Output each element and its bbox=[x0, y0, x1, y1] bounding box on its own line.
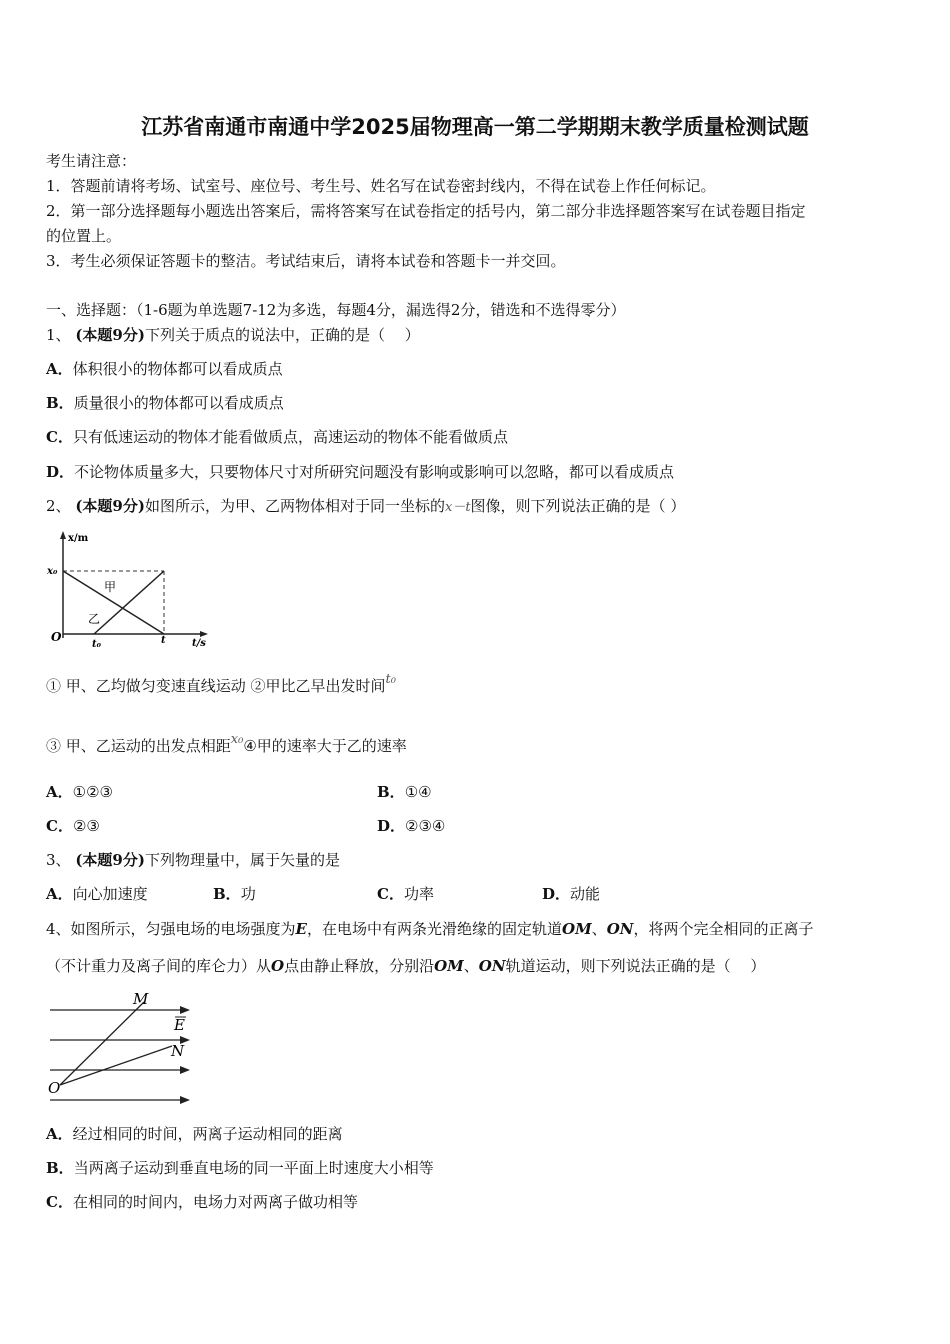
question-2-stem bbox=[46, 496, 685, 518]
option-label: C． bbox=[377, 885, 404, 903]
q1-option-a bbox=[46, 359, 283, 379]
x0-symbol: x₀ bbox=[230, 732, 244, 747]
option-label: A． bbox=[46, 885, 73, 903]
x-t-formula: x－t bbox=[444, 500, 471, 515]
question-number: 2、 bbox=[46, 497, 71, 515]
track-ON bbox=[60, 1046, 172, 1085]
option-label: A． bbox=[46, 360, 73, 378]
q1-option-b bbox=[46, 393, 284, 413]
notice-item-2: 2．第一部分选择题每小题选出答案后，需将答案写在试卷指定的括号内，第二部分非选择题答案写在试卷题目指定 bbox=[46, 202, 806, 220]
separator: 、 bbox=[463, 957, 479, 975]
question-text: 轨道运动，则下列说法正确的是（ ） bbox=[505, 957, 766, 975]
option-text: 质量很小的物体都可以看成质点 bbox=[73, 394, 284, 412]
question-text: ，将两个完全相同的正离子 bbox=[633, 920, 814, 938]
question-text: 下列关于质点的说法中，正确的是（ ） bbox=[144, 326, 420, 344]
q3-option-a bbox=[46, 884, 148, 904]
question-4-line-2 bbox=[46, 956, 765, 976]
t0-label: t₀ bbox=[92, 639, 101, 650]
field-arrow-1 bbox=[180, 1006, 190, 1014]
option-label: C． bbox=[46, 428, 73, 446]
symbol-ON: ON bbox=[478, 957, 506, 975]
question-text: 4、如图所示，匀强电场的电场强度为 bbox=[46, 920, 296, 938]
option-label: D． bbox=[542, 885, 571, 903]
x0-label: x₀ bbox=[47, 566, 58, 577]
q2-option-b bbox=[377, 782, 432, 802]
question-number: 3、 bbox=[46, 851, 71, 869]
t0-symbol: t₀ bbox=[385, 672, 396, 687]
notice-item-3: 3．考生必须保证答题卡的整洁。考试结束后，请将本试卷和答题卡一并交回。 bbox=[46, 252, 566, 270]
option-label: B． bbox=[46, 394, 74, 412]
statement-text-cont: ④甲的速率大于乙的速率 bbox=[243, 737, 407, 755]
option-text: 不论物体质量多大，只要物体尺寸对所研究问题没有影响或影响可以忽略，都可以看成质点 bbox=[74, 463, 675, 481]
page-title: 江苏省南通市南通中学2025届物理高一第二学期期末教学质量检测试题 bbox=[141, 115, 809, 139]
notice-heading: 考生请注意： bbox=[46, 152, 137, 170]
question-4-line-1 bbox=[46, 919, 813, 939]
option-text: ②③ bbox=[72, 817, 100, 835]
question-text: ，在电场中有两条光滑绝缘的固定轨道 bbox=[306, 920, 562, 938]
option-text: ②③④ bbox=[405, 817, 446, 835]
q2-option-c bbox=[46, 816, 100, 836]
option-text: 功 bbox=[240, 885, 256, 903]
field-arrow-3 bbox=[180, 1066, 190, 1074]
statement-1-2 bbox=[46, 672, 396, 698]
option-text: ①②③ bbox=[72, 783, 113, 801]
notice-item-2-cont: 的位置上。 bbox=[46, 227, 122, 245]
track-OM bbox=[60, 1002, 144, 1085]
question-1-stem bbox=[46, 325, 420, 345]
x-axis-arrow bbox=[200, 631, 208, 637]
q4-option-c bbox=[46, 1192, 358, 1212]
question-text: 点由静止释放，分别沿 bbox=[284, 957, 435, 975]
statement-text: ① 甲、乙均做匀变速直线运动 ②甲比乙早出发时间 bbox=[46, 677, 386, 695]
q3-option-c bbox=[377, 884, 434, 904]
section-heading: 一、选择题：（1-6题为单选题7-12为多选，每题4分，漏选得2分，错选和不选得零分） bbox=[46, 301, 626, 319]
q1-option-d bbox=[46, 462, 674, 482]
option-text: 向心加速度 bbox=[72, 885, 148, 903]
question-number: 1、 bbox=[46, 326, 71, 344]
label-N: N bbox=[171, 1042, 185, 1060]
q3-option-d bbox=[542, 884, 600, 904]
statement-text: ③ 甲、乙运动的出发点相距 bbox=[46, 737, 231, 755]
symbol-O: O bbox=[271, 957, 285, 975]
t-label: t bbox=[161, 635, 166, 646]
question-text: 下列物理量中，属于矢量的是 bbox=[144, 851, 340, 869]
y-axis-label: x/m bbox=[68, 533, 89, 544]
symbol-OM: OM bbox=[434, 957, 464, 975]
option-label: A． bbox=[46, 783, 73, 801]
option-label: B． bbox=[377, 783, 405, 801]
option-text: 当两离子运动到垂直电场的同一平面上时速度大小相等 bbox=[73, 1159, 434, 1177]
option-label: D． bbox=[377, 817, 406, 835]
question-score: (本题9分) bbox=[75, 497, 145, 515]
label-E: E bbox=[174, 1016, 185, 1034]
option-label: C． bbox=[46, 1193, 73, 1211]
symbol-E: E bbox=[295, 920, 307, 938]
option-text: ①④ bbox=[404, 783, 432, 801]
option-text: 在相同的时间内，电场力对两离子做功相等 bbox=[72, 1193, 358, 1211]
option-label: B． bbox=[46, 1159, 74, 1177]
q4-option-a bbox=[46, 1124, 343, 1144]
option-text: 经过相同的时间，两离子运动相同的距离 bbox=[72, 1125, 343, 1143]
q1-option-c bbox=[46, 427, 508, 447]
option-text: 动能 bbox=[570, 885, 601, 903]
field-arrow-4 bbox=[180, 1096, 190, 1104]
q4-option-b bbox=[46, 1158, 434, 1178]
question-text: 如图所示，为甲、乙两物体相对于同一坐标的 bbox=[144, 497, 445, 515]
option-label: D． bbox=[46, 463, 75, 481]
q2-option-a bbox=[46, 782, 113, 802]
option-text: 体积很小的物体都可以看成质点 bbox=[72, 360, 283, 378]
option-label: A． bbox=[46, 1125, 73, 1143]
symbol-OM: OM bbox=[562, 920, 592, 938]
question-3-stem bbox=[46, 850, 340, 870]
question-score: (本题9分) bbox=[75, 326, 145, 344]
question-score: (本题9分) bbox=[75, 851, 145, 869]
option-text: 只有低速运动的物体才能看做质点，高速运动的物体不能看做质点 bbox=[72, 428, 508, 446]
q3-option-b bbox=[213, 884, 256, 904]
notice-item-1: 1．答题前请将考场、试室号、座位号、考生号、姓名写在试卷密封线内，不得在试卷上作任何标记。 bbox=[46, 177, 716, 195]
x-axis-label: t/s bbox=[192, 638, 206, 649]
option-text: 功率 bbox=[403, 885, 434, 903]
label-M: M bbox=[133, 990, 149, 1008]
question-text-cont: 图像，则下列说法正确的是（ ） bbox=[470, 497, 686, 515]
yi-label: 乙 bbox=[88, 612, 101, 626]
symbol-ON: ON bbox=[606, 920, 634, 938]
q2-option-d bbox=[377, 816, 445, 836]
jia-label: 甲 bbox=[104, 580, 117, 594]
electric-field-figure bbox=[44, 988, 200, 1108]
separator: 、 bbox=[591, 920, 607, 938]
statement-3-4 bbox=[46, 732, 407, 758]
question-text: （不计重力及离子间的库仑力）从 bbox=[46, 957, 272, 975]
y-axis-arrow bbox=[60, 531, 66, 539]
option-label: C． bbox=[46, 817, 73, 835]
x-t-graph bbox=[44, 528, 216, 654]
label-O: O bbox=[48, 1079, 61, 1097]
origin-label: O bbox=[51, 630, 62, 644]
option-label: B． bbox=[213, 885, 241, 903]
